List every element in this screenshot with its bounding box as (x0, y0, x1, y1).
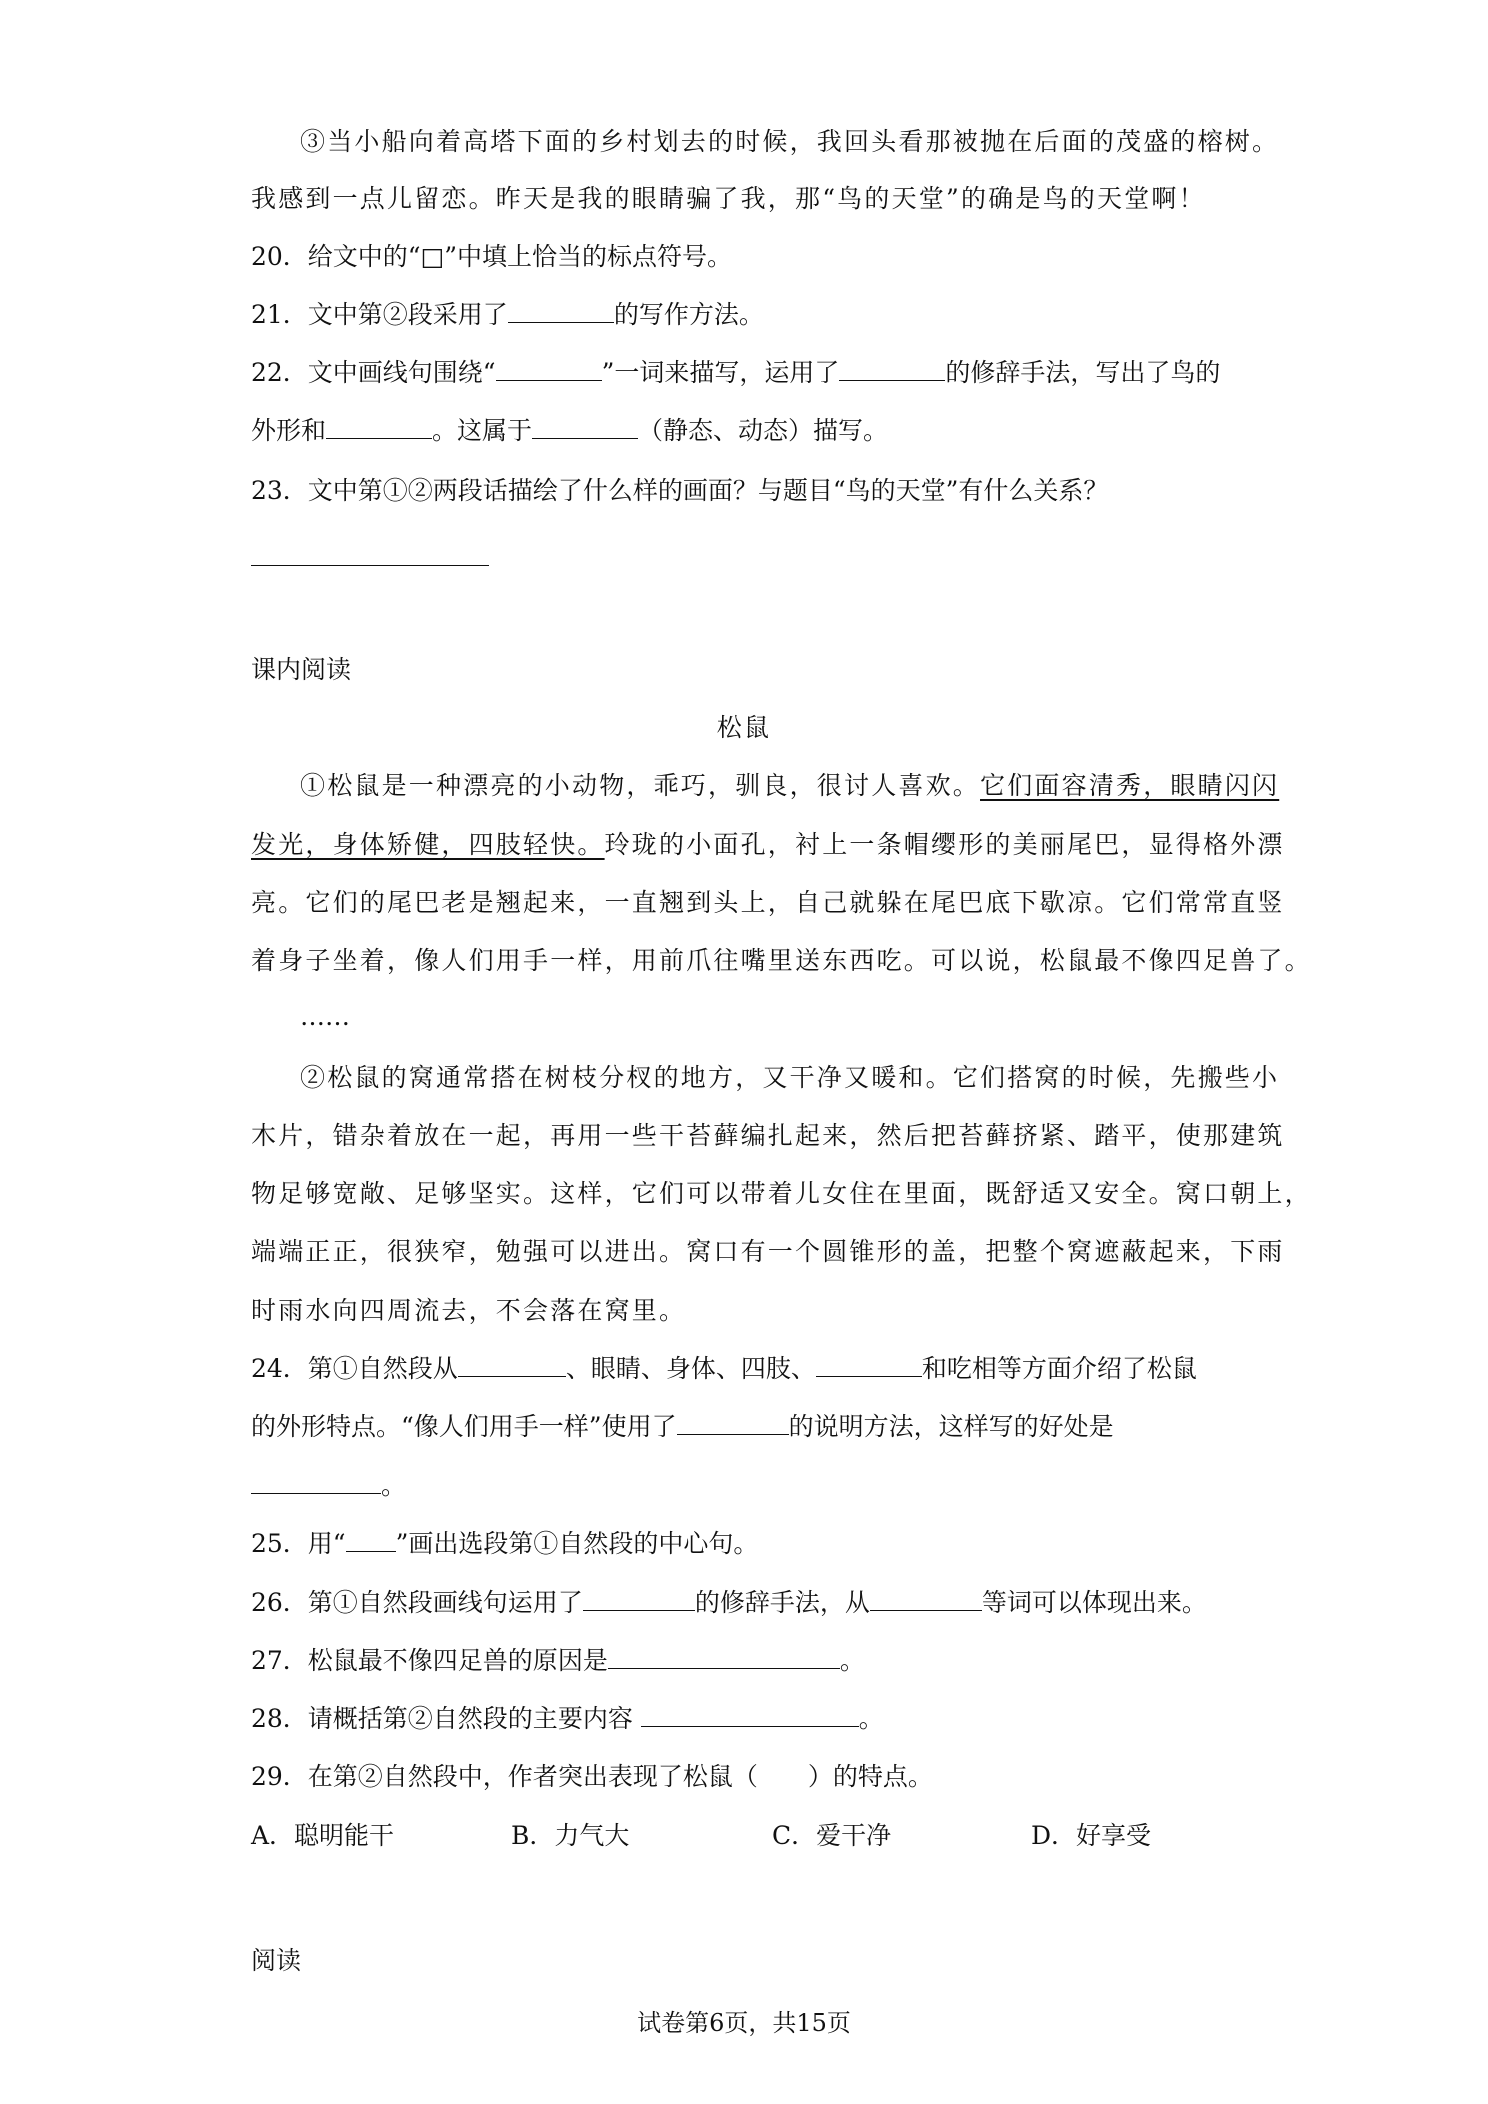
page-footer: 试卷第6页，共15页 (637, 2009, 851, 2037)
question-22-line1 (251, 356, 1220, 390)
q21-text-a: 21．文中第②段采用了 (251, 300, 508, 329)
q22-text-d: 外形和 (251, 416, 327, 445)
q29-option-c[interactable]: C．爱干净 (772, 1821, 892, 1850)
passage-b-p2-line1: ②松鼠的窝通常搭在树枝分杈的地方，又干净又暖和。它们搭窝的时候，先搬些小 (300, 1063, 1280, 1092)
p1-l2-plain: 玲珑的小面孔，衬上一条帽缨形的美丽尾巴，显得格外漂 (604, 830, 1285, 859)
passage-b-p1-line4: 着身子坐着，像人们用手一样，用前爪往嘴里送东西吃。可以说，松鼠最不像四足兽了。 (251, 946, 1312, 975)
q24-text-b: 、眼睛、身体、四肢、 (565, 1354, 816, 1383)
section-heading-classroom-reading: 课内阅读 (251, 655, 352, 684)
passage-ellipsis: …… (300, 1002, 350, 1031)
q22-blank-3[interactable] (326, 416, 432, 439)
q25-underline-sample (346, 1529, 396, 1552)
question-24-line1 (251, 1352, 1197, 1386)
passage-b-p2-line2: 木片，错杂着放在一起，再用一些干苔藓编扎起来，然后把苔藓挤紧、踏平，使那建筑 (251, 1121, 1285, 1150)
question-27 (251, 1644, 865, 1678)
q24-blank-3[interactable] (677, 1412, 789, 1435)
q23-answer-line[interactable] (251, 565, 489, 566)
passage-b-p2-line3: 物足够宽敞、足够坚实。这样，它们可以带着儿女住在里面，既舒适又安全。窝口朝上， (251, 1179, 1312, 1208)
passage-b-p1-line3: 亮。它们的尾巴老是翘起来，一直翘到头上，自己就躲在尾巴底下歇凉。它们常常直竖 (251, 888, 1285, 917)
q22-text-e: 。这属于 (432, 416, 533, 445)
q27-blank[interactable] (608, 1646, 840, 1669)
q28-text-a: 28．请概括第②自然段的主要内容 (251, 1704, 641, 1733)
q27-text-b: 。 (839, 1646, 865, 1675)
passage-a-p3-line1: ③当小船向着高塔下面的乡村划去的时候，我回头看那被抛在后面的茂盛的榕树。 (300, 127, 1280, 156)
q24-text-e: 的说明方法，这样写的好处是 (788, 1412, 1114, 1441)
question-26 (251, 1586, 1207, 1620)
q29-option-a[interactable]: A．聪明能干 (251, 1821, 395, 1850)
p1-l1-plain: ①松鼠是一种漂亮的小动物，乖巧，驯良，很讨人喜欢。 (300, 771, 981, 800)
question-28 (251, 1702, 884, 1736)
q22-blank-4[interactable] (532, 416, 638, 439)
question-23: 23．文中第①②两段话描绘了什么样的画面？与题目“鸟的天堂”有什么关系？ (251, 476, 1109, 505)
q22-text-a: 22．文中画线句围绕“ (251, 358, 496, 387)
passage-a-p3-line2: 我感到一点儿留恋。昨天是我的眼睛骗了我，那“鸟的天堂”的确是鸟的天堂啊！ (251, 184, 1206, 213)
question-21 (251, 298, 764, 332)
q26-blank-2[interactable] (870, 1588, 982, 1611)
passage-b-p2-line4: 端端正正，很狭窄，勉强可以进出。窝口有一个圆锥形的盖，把整个窝遮蔽起来，下雨 (251, 1237, 1285, 1266)
q24-text-d: 的外形特点。“像人们用手一样”使用了 (251, 1412, 677, 1441)
q28-blank[interactable] (641, 1704, 859, 1727)
q24-text-a: 24．第①自然段从 (251, 1354, 458, 1383)
q25-text-b: ”画出选段第①自然段的中心句。 (395, 1529, 759, 1558)
passage-b-p1-line2 (251, 828, 1285, 862)
q28-text-b: 。 (858, 1704, 884, 1733)
q26-blank-1[interactable] (583, 1588, 695, 1611)
question-24-line3 (251, 1469, 406, 1503)
p1-l1-underlined: 它们面容清秀，眼睛闪闪 (980, 771, 1280, 800)
p1-l2-underlined: 发光，身体矫健，四肢轻快。 (251, 830, 605, 859)
q24-blank-1[interactable] (458, 1354, 566, 1377)
q24-blank-4[interactable] (251, 1471, 381, 1494)
q26-text-a: 26．第①自然段画线句运用了 (251, 1588, 583, 1617)
question-25 (251, 1527, 758, 1561)
q29-option-d[interactable]: D．好享受 (1031, 1821, 1152, 1850)
q21-blank[interactable] (508, 300, 614, 323)
q24-blank-2[interactable] (816, 1354, 922, 1377)
q21-text-b: 的写作方法。 (613, 300, 764, 329)
question-22-line2 (251, 414, 888, 448)
q22-text-f: （静态、动态）描写。 (638, 416, 889, 445)
question-20: 20．给文中的“□”中填上恰当的标点符号。 (251, 242, 732, 271)
passage-title: 松鼠 (716, 713, 772, 742)
passage-b-p1-line1 (300, 769, 1279, 803)
q29-option-b[interactable]: B．力气大 (511, 1821, 630, 1850)
q22-text-c: 的修辞手法，写出了鸟的 (945, 358, 1221, 387)
q24-text-f: 。 (381, 1471, 407, 1500)
q27-text-a: 27．松鼠最不像四足兽的原因是 (251, 1646, 608, 1675)
section-heading-reading: 阅读 (251, 1946, 302, 1975)
q22-blank-2[interactable] (839, 358, 945, 381)
q22-blank-1[interactable] (496, 358, 602, 381)
question-24-line2 (251, 1410, 1114, 1444)
question-29: 29．在第②自然段中，作者突出表现了松鼠（ ）的特点。 (251, 1762, 933, 1791)
q22-text-b: ”一词来描写，运用了 (601, 358, 840, 387)
q26-text-c: 等词可以体现出来。 (981, 1588, 1207, 1617)
q25-text-a: 25．用“ (251, 1529, 346, 1558)
q24-text-c: 和吃相等方面介绍了松鼠 (921, 1354, 1197, 1383)
passage-b-p2-line5: 时雨水向四周流去，不会落在窝里。 (251, 1296, 687, 1325)
q26-text-b: 的修辞手法，从 (694, 1588, 870, 1617)
